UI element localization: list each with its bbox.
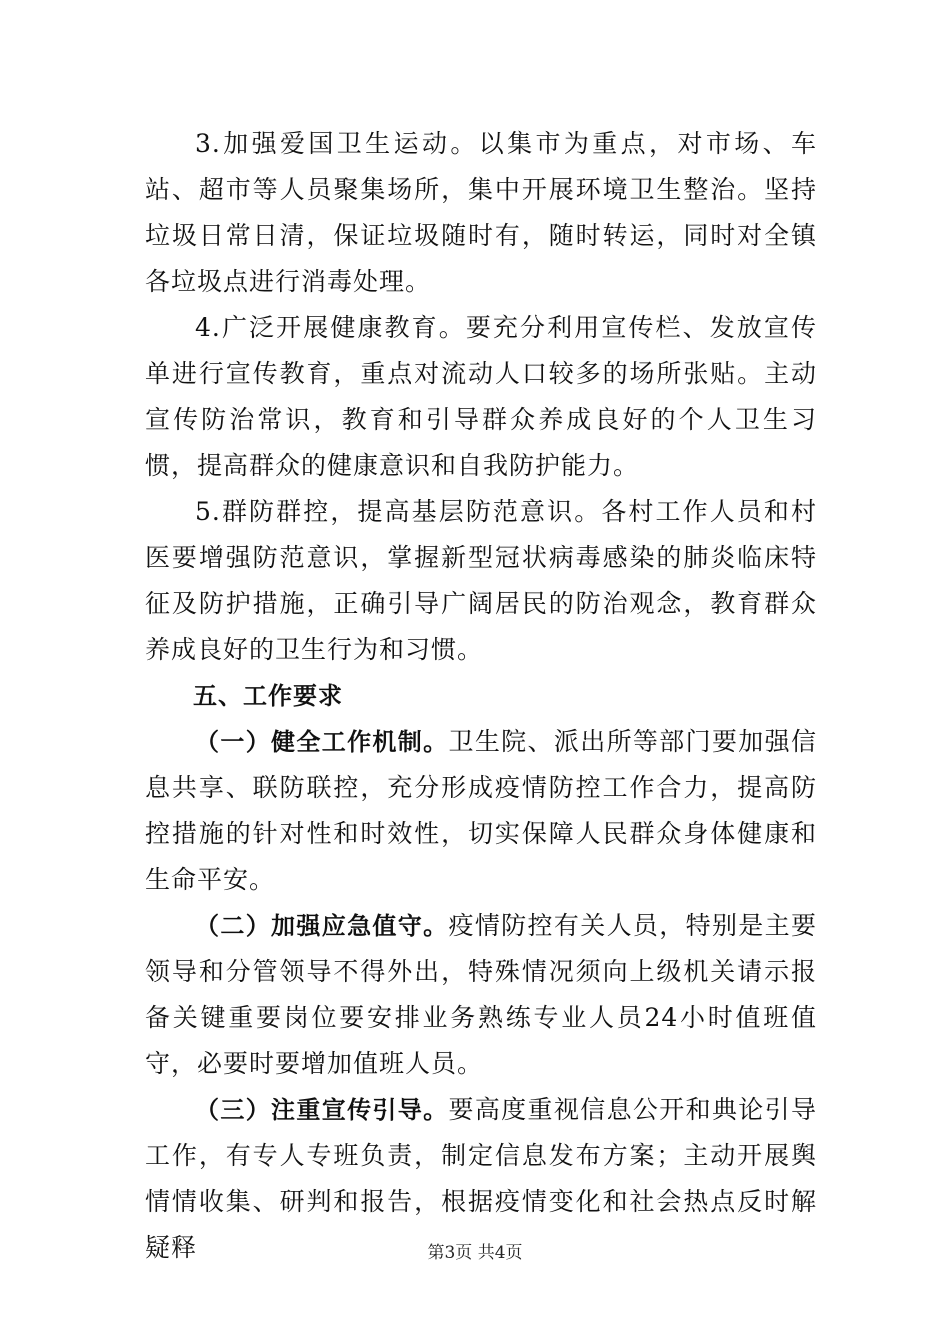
requirement-3-lead: （三）注重宣传引导。 — [195, 1096, 449, 1124]
paragraph-item-3: 3.加强爱国卫生运动。以集市为重点，对市场、车站、超市等人员聚集场所，集中开展环境卫生整治。坚持垃圾日常日清，保证垃圾随时有，随时转运，同时对全镇各垃圾点进行消毒处理。 — [145, 129, 817, 296]
page-number-footer: 第3页 共4页 — [427, 1243, 523, 1263]
requirement-2-text: 疫情防控有关人员，特别是主要领导和分管领导不得外出，特殊情况须向上级机关请示报备关键重要岗位要安排业务熟练专业人员24小时值班值守，必要时要增加值班人员。 — [145, 911, 817, 1078]
requirement-2 — [145, 903, 817, 1087]
document-body — [145, 121, 817, 1271]
paragraph-item-5: 5.群防群控，提高基层防范意识。各村工作人员和村医要增强防范意识，掌握新型冠状病毒感染的肺炎临床特征及防护措施，正确引导广阔居民的防治观念，教育群众养成良好的卫生行为和习惯。 — [145, 497, 817, 664]
requirement-1-text: 卫生院、派出所等部门要加强信息共享、联防联控，充分形成疫情防控工作合力，提高防控措施的针对性和时效性，切实保障人民群众身体健康和生命平安。 — [145, 727, 817, 894]
section-heading: 五、工作要求 — [193, 682, 343, 710]
requirement-1 — [145, 719, 817, 903]
requirement-3-text: 要高度重视信息公开和典论引导工作，有专人专班负责，制定信息发布方案；主动开展舆情情收集、研判和报告，根据疫情变化和社会热点反时解疑释 — [145, 1095, 817, 1262]
paragraph-item-4: 4.广泛开展健康教育。要充分利用宣传栏、发放宣传单进行宣传教育，重点对流动人口较多的场所张贴。主动宣传防治常识，教育和引导群众养成良好的个人卫生习惯，提高群众的健康意识和自我防护能力。 — [145, 313, 817, 480]
requirement-1-lead: （一）健全工作机制。 — [195, 728, 449, 756]
requirement-2-lead: （二）加强应急值守。 — [195, 912, 449, 940]
